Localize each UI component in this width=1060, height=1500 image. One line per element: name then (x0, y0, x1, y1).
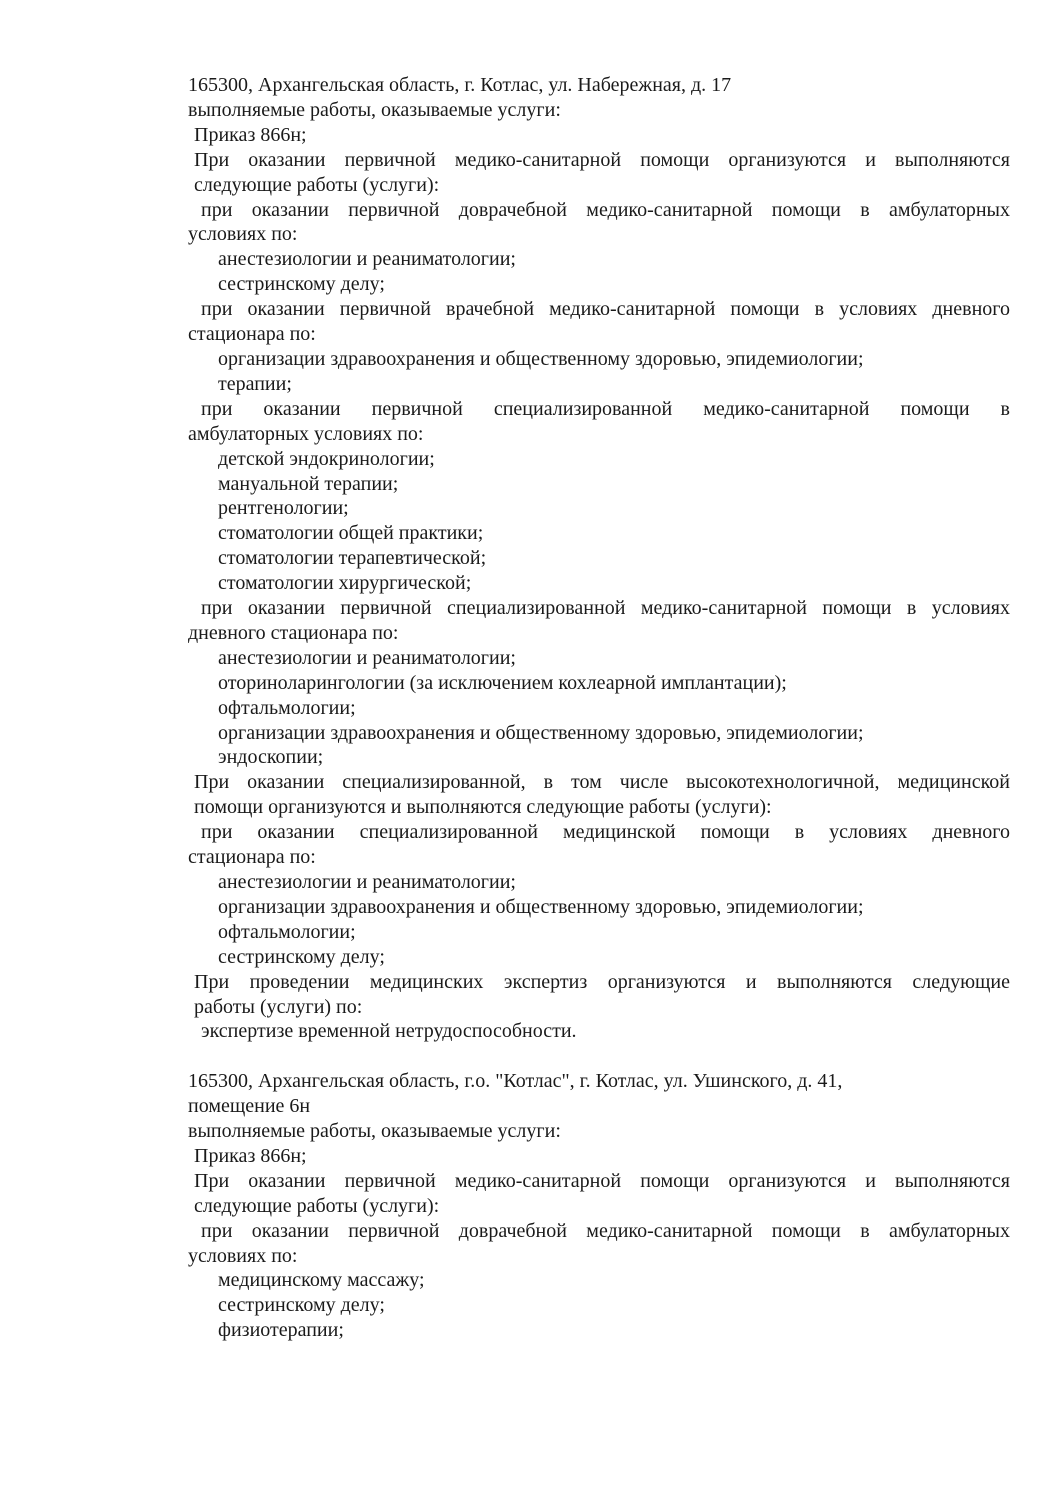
subcategory-line: при оказании первичной доврачебной медико-санитарной помощи в амбулаторных (201, 198, 1010, 221)
subcategory-line: стационара по: (188, 323, 316, 346)
works-label: выполняемые работы, оказываемые услуги: (188, 98, 561, 121)
license-section-ushinskogo (188, 1069, 1010, 1343)
subcategory-line: условиях по: (188, 223, 298, 246)
license-works-text-block (188, 73, 1010, 1343)
license-section-naberezhnaya (188, 73, 1010, 1044)
works-label: выполняемые работы, оказываемые услуги: (188, 1120, 561, 1143)
service-item: детской эндокринологии; (218, 447, 435, 470)
subcategory-line: условиях по: (188, 1244, 298, 1267)
subcategory-line: при оказании первичной специализированной медико-санитарной помощи в (201, 397, 1010, 420)
subcategory-line: дневного стационара по: (188, 621, 399, 644)
service-item: экспертизе временной нетрудоспособности. (201, 1020, 577, 1043)
service-item: рентгенологии; (218, 497, 349, 520)
service-item: сестринскому делу; (218, 1294, 385, 1317)
category-line: работы (услуги) по: (194, 995, 363, 1018)
service-item: организации здравоохранения и общественному здоровью, эпидемиологии; (218, 347, 864, 370)
service-item: терапии; (218, 372, 292, 395)
service-item: офтальмологии; (218, 920, 356, 943)
subcategory-line: при оказании первичной специализированной медико-санитарной помощи в условиях (201, 597, 1010, 620)
category-line: помощи организуются и выполняются следующие работы (услуги): (194, 796, 772, 819)
category-line: При оказании первичной медико-санитарной помощи организуются и выполняются (194, 148, 1010, 171)
subcategory-line: стационара по: (188, 846, 316, 869)
category-line: При проведении медицинских экспертиз организуются и выполняются следующие (194, 970, 1010, 993)
service-item: физиотерапии; (218, 1319, 344, 1342)
service-item: офтальмологии; (218, 696, 356, 719)
service-item: сестринскому делу; (218, 945, 385, 968)
subcategory-line: при оказании первичной доврачебной медико-санитарной помощи в амбулаторных (201, 1219, 1010, 1242)
order-ref: Приказ 866н; (194, 1144, 307, 1167)
service-item: стоматологии терапевтической; (218, 547, 487, 570)
order-ref: Приказ 866н; (194, 123, 307, 146)
service-item: организации здравоохранения и общественному здоровью, эпидемиологии; (218, 721, 864, 744)
category-line: При оказании специализированной, в том числе высокотехнологичной, медицинской (194, 771, 1010, 794)
service-item: анестезиологии и реаниматологии; (218, 646, 516, 669)
service-item: медицинскому массажу; (218, 1269, 425, 1292)
service-item: стоматологии хирургической; (218, 572, 472, 595)
subcategory-line: при оказании первичной врачебной медико-санитарной помощи в условиях дневного (201, 298, 1010, 321)
address-line: 165300, Архангельская область, г.о. "Котлас", г. Котлас, ул. Ушинского, д. 41, (188, 1070, 843, 1093)
service-item: мануальной терапии; (218, 472, 399, 495)
service-item: эндоскопии; (218, 746, 324, 769)
address-line: помещение 6н (188, 1095, 311, 1118)
subcategory-line: при оказании специализированной медицинской помощи в условиях дневного (201, 821, 1010, 844)
category-line: следующие работы (услуги): (194, 173, 440, 196)
service-item: стоматологии общей практики; (218, 522, 484, 545)
category-line: При оказании первичной медико-санитарной помощи организуются и выполняются (194, 1169, 1010, 1192)
service-item: оториноларингологии (за исключением кохлеарной имплантации); (218, 671, 787, 694)
subcategory-line: амбулаторных условиях по: (188, 422, 424, 445)
service-item: сестринскому делу; (218, 273, 385, 296)
service-item: анестезиологии и реаниматологии; (218, 871, 516, 893)
service-item: организации здравоохранения и общественному здоровью, эпидемиологии; (218, 895, 864, 918)
address-line: 165300, Архангельская область, г. Котлас, ул. Набережная, д. 17 (188, 74, 732, 96)
category-line: следующие работы (услуги): (194, 1194, 440, 1217)
service-item: анестезиологии и реаниматологии; (218, 248, 516, 271)
